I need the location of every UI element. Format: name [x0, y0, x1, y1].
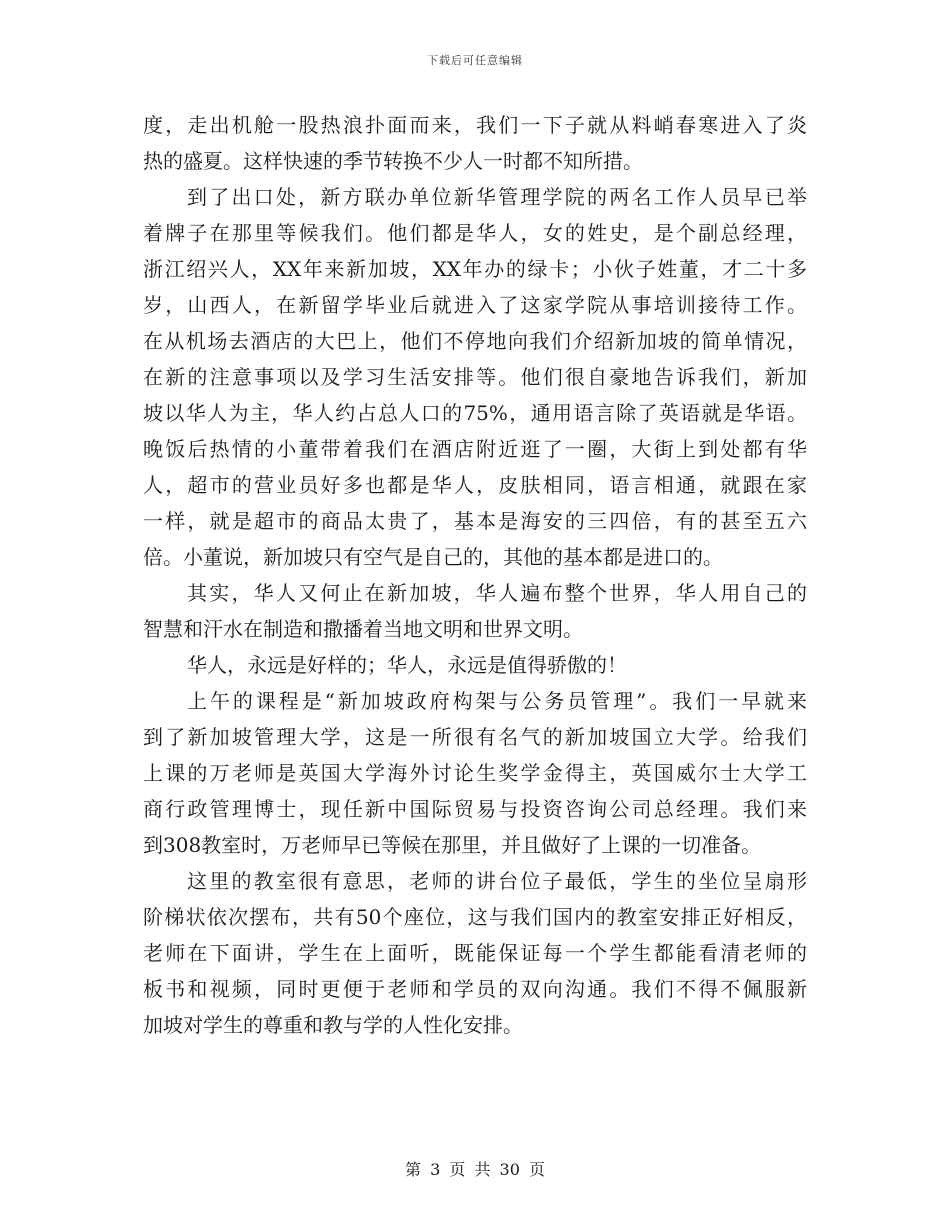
text-line: 加坡对学生的尊重和教与学的人性化安排。: [143, 1013, 523, 1037]
document-body: [143, 107, 807, 1043]
text-line: 浙江绍兴人，XX年来新加坡，XX年办的绿卡；小伙子姓董，才二十多: [143, 257, 807, 281]
text-line: 度，走出机舱一股热浪扑面而来，我们一下子就从料峭春寒进入了炎: [143, 113, 807, 137]
text-line: 着牌子在那里等候我们。他们都是华人，女的姓史，是个副总经理，: [143, 221, 807, 245]
page-header: 下载后可任意编辑: [427, 54, 523, 67]
text-line: 热的盛夏。这样快速的季节转换不少人一时都不知所措。: [143, 149, 643, 173]
text-line: 智慧和汗水在制造和撒播着当地文明和世界文明。: [143, 617, 583, 641]
text-line: 商行政管理博士，现任新中国际贸易与投资咨询公司总经理。我们来: [143, 797, 807, 821]
text-line: 这里的教室很有意思，老师的讲台位子最低，学生的坐位呈扇形: [187, 869, 807, 893]
text-line: 华人，永远是好样的；华人，永远是值得骄傲的！: [187, 653, 627, 677]
text-line: 其实，华人又何止在新加坡，华人遍布整个世界，华人用自己的: [187, 581, 807, 605]
text-line: 在从机场去酒店的大巴上，他们不停地向我们介绍新加坡的简单情况，: [143, 329, 807, 353]
text-line: 坡以华人为主，华人约占总人口的75%，通用语言除了英语就是华语。: [143, 401, 807, 425]
text-line: 在新的注意事项以及学习生活安排等。他们很自豪地告诉我们，新加: [143, 365, 807, 389]
text-line: 到了新加坡管理大学，这是一所很有名气的新加坡国立大学。给我们: [143, 725, 807, 749]
text-line: 人，超市的营业员好多也都是华人，皮肤相同，语言相通，就跟在家: [143, 473, 807, 497]
text-line: 上课的万老师是英国大学海外讨论生奖学金得主，英国威尔士大学工: [143, 761, 807, 785]
text-line: 倍。小董说，新加坡只有空气是自己的，其他的基本都是进口的。: [143, 545, 723, 569]
text-line: 到308教室时，万老师早已等候在那里，并且做好了上课的一切准备。: [143, 833, 762, 857]
text-line: 岁，山西人，在新留学毕业后就进入了这家学院从事培训接待工作。: [143, 293, 807, 317]
text-line: 板书和视频，同时更便于老师和学员的双向沟通。我们不得不佩服新: [143, 977, 807, 1001]
text-line: 一样，就是超市的商品太贵了，基本是海安的三四倍，有的甚至五六: [143, 509, 807, 533]
text-line: 到了出口处，新方联办单位新华管理学院的两名工作人员早已举: [187, 185, 807, 209]
text-line: 老师在下面讲，学生在上面听，既能保证每一个学生都能看清老师的: [143, 941, 807, 965]
page-number: 第 3 页 共 30 页: [405, 1160, 545, 1179]
text-line: 阶梯状依次摆布，共有50个座位，这与我们国内的教室安排正好相反，: [143, 905, 807, 929]
text-line: 上午的课程是“新加坡政府构架与公务员管理”。我们一早就来: [187, 689, 807, 713]
text-line: 晚饭后热情的小董带着我们在酒店附近逛了一圈，大街上到处都有华: [143, 437, 807, 461]
